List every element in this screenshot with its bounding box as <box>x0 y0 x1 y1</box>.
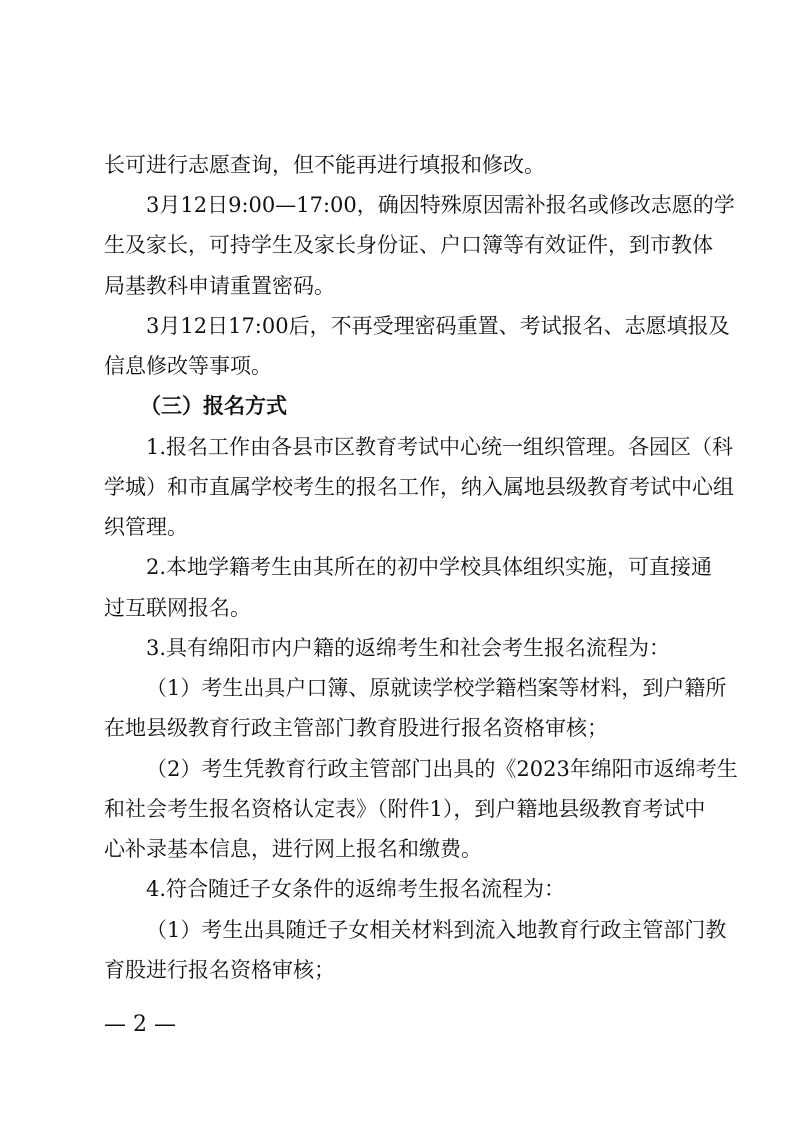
paragraph-line: 4.符合随迁子女条件的返绵考生报名流程为： <box>146 877 566 902</box>
paragraph-line: 3月12日9:00—17:00，确因特殊原因需补报名或修改志愿的学 <box>146 193 735 218</box>
paragraph-line: 信息修改等事项。 <box>104 354 272 379</box>
paragraph-line: 生及家长，可持学生及家长身份证、户口簿等有效证件，到市教体 <box>104 233 713 258</box>
paragraph-line: 心补录基本信息，进行网上报名和缴费。 <box>104 837 482 862</box>
paragraph-line: 3.具有绵阳市内户籍的返绵考生和社会考生报名流程为： <box>146 635 671 660</box>
paragraph-line: 和社会考生报名资格认定表》（附件1），到户籍地县级教育考试中 <box>104 796 706 821</box>
paragraph-line: 局基教科申请重置密码。 <box>104 273 335 298</box>
paragraph-line: 织管理。 <box>104 515 188 540</box>
paragraph-line: （1）考生出具户口簿、原就读学校学籍档案等材料，到户籍所 <box>146 676 727 701</box>
paragraph-line: 2.本地学籍考生由其所在的初中学校具体组织实施，可直接通 <box>146 555 713 580</box>
paragraph-line: （1）考生出具随迁子女相关材料到流入地教育行政主管部门教 <box>146 917 727 942</box>
paragraph-line: （2）考生凭教育行政主管部门出具的《2023年绵阳市返绵考生 <box>146 756 738 781</box>
paragraph-line: 过互联网报名。 <box>104 595 251 620</box>
section-heading: （三）报名方式 <box>140 394 287 419</box>
page-number: — 2 — <box>104 1012 176 1037</box>
paragraph-line: 3月12日17:00后，不再受理密码重置、考试报名、志愿填报及 <box>146 313 730 338</box>
paragraph-line: 学城）和市直属学校考生的报名工作，纳入属地县级教育考试中心组 <box>104 474 734 499</box>
paragraph-line: 育股进行报名资格审核； <box>104 957 335 982</box>
paragraph-line: 长可进行志愿查询，但不能再进行填报和修改。 <box>104 153 545 177</box>
paragraph-line: 在地县级教育行政主管部门教育股进行报名资格审核； <box>104 716 608 741</box>
paragraph-line: 1.报名工作由各县市区教育考试中心统一组织管理。各园区（科 <box>146 434 734 459</box>
